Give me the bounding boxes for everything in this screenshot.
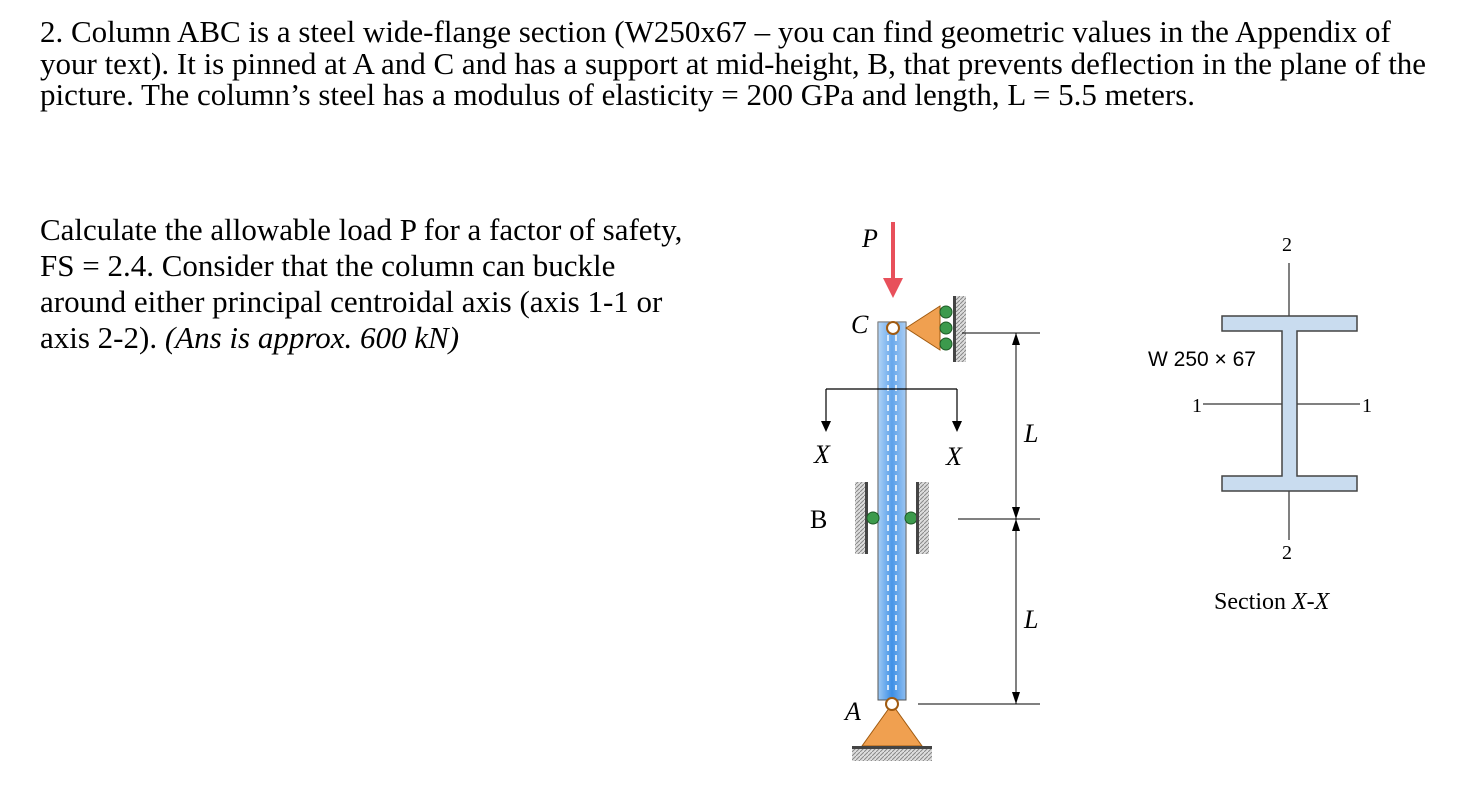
length-upper-label: L bbox=[1024, 419, 1039, 448]
section-caption bbox=[1214, 589, 1331, 615]
point-b-label: B bbox=[810, 505, 828, 534]
section-caption-word: Section bbox=[1214, 589, 1286, 615]
answer-hint: (Ans is approx. 600 kN) bbox=[164, 320, 460, 355]
point-a-label: A bbox=[845, 697, 861, 726]
column-abc bbox=[878, 322, 906, 700]
section-cut-left-label: X bbox=[814, 440, 830, 469]
axis1-left-label: 1 bbox=[1192, 395, 1202, 417]
load-arrow bbox=[883, 222, 903, 298]
pin-support-a bbox=[852, 698, 932, 761]
problem-statement: 2. Column ABC is a steel wide-flange section (W250x67 – you can find geometric values in the Appendix of your text). It is pinned at A and C and has a support at mid-height, B, that prevents deflection in the plane of the picture. The column’s steel has a modulus of elasticity = 200 GPa and length, L = 5.5 meters. bbox=[40, 14, 1427, 112]
point-c-label: C bbox=[851, 310, 869, 339]
load-label: P bbox=[862, 224, 878, 253]
axis2-top-label: 2 bbox=[1282, 234, 1292, 256]
w-section-drawing bbox=[1203, 263, 1360, 540]
axis2-bottom-label: 2 bbox=[1282, 542, 1292, 564]
axis1-right-label: 1 bbox=[1362, 395, 1372, 417]
section-cut-right-label: X bbox=[946, 442, 962, 471]
task-text: Calculate the allowable load P for a factor of safety, FS = 2.4. Consider that the column can buckle around either principal centroidal axis (axis 1-1 or axis 2-2). bbox=[40, 212, 683, 355]
section-name-label: W 250 × 67 bbox=[1148, 348, 1256, 371]
section-caption-cut: X-X bbox=[1292, 589, 1330, 615]
length-lower-label: L bbox=[1024, 605, 1039, 634]
